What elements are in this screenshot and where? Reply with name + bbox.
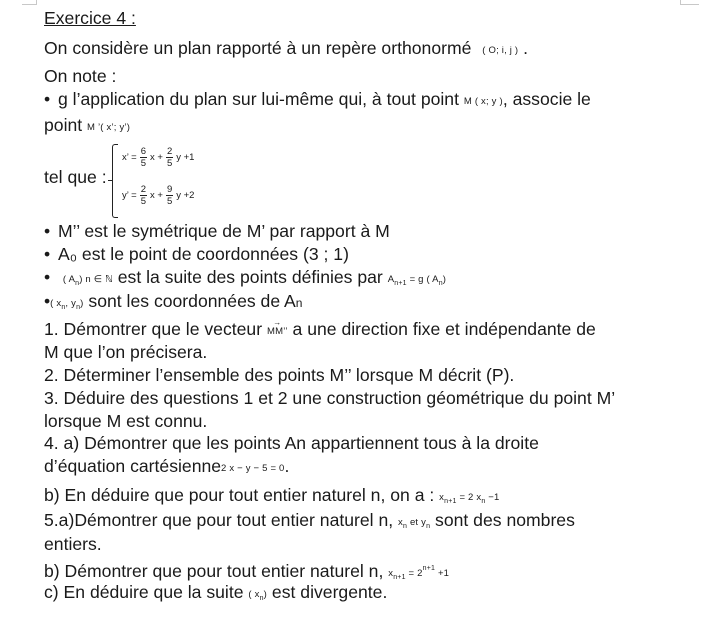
equation-system	[112, 140, 232, 220]
bullet-icon: •	[44, 221, 51, 241]
question-3-line2: lorsque M est connu.	[44, 411, 208, 431]
bullet-icon: •	[44, 89, 51, 109]
bullet-icon: •	[44, 244, 51, 264]
g-definition-line1: • g l’application du plan sur lui-même qui, à tout point M ( x; y ), associe le	[44, 89, 591, 109]
point-m-prime: M ’( x’; y’)	[87, 122, 131, 133]
margin-corner-left	[22, 0, 37, 5]
question-1-line1: 1. Démontrer que le vecteur → MM’’ a une direction fixe et indépendante de	[44, 318, 596, 343]
bullet-coordinates: •( $x_n$, $y_n$) sont les coordonnées de An	[44, 291, 303, 311]
frame-notation: ( O; i, j )	[482, 45, 519, 56]
g-definition-line2: point M ’( x’; y’)	[44, 115, 131, 135]
question-4b: b) En déduire que pour tout entier naturel n, on a : $x_{n+1} = 2$ $x_n -1$	[44, 485, 500, 505]
question-4a-line1: 4. a) Démontrer que les points An appartiennent tous à la droite	[44, 433, 539, 453]
on-note-line: On note :	[44, 66, 117, 86]
question-4a-line2: d’équation cartésienne2 x − y − 5 = 0.	[44, 456, 290, 476]
equation-y: y’ = $\frac{2}{5}$ x + $\frac{9}{5}$ y +2	[122, 184, 195, 207]
bullet-a0: • A₀ est le point de coordonnées (3 ; 1)	[44, 244, 349, 264]
point-m: M ( x; y )	[463, 96, 503, 107]
bullet-symmetric: • M’’ est le symétrique de M’ par rapport à M	[44, 221, 390, 241]
bullet-icon: •	[44, 267, 51, 287]
system-label: tel que :	[44, 167, 107, 187]
question-3-line1: 3. Déduire des questions 1 et 2 une construction géométrique du point M’	[44, 388, 616, 408]
equation-x: x’ = $\frac{6}{5}$ x + $\frac{2}{5}$ y +1	[122, 146, 195, 169]
question-2: 2. Déterminer l’ensemble des points M’’ lorsque M décrit (P).	[44, 365, 515, 385]
brace-icon	[112, 144, 118, 218]
vector-mm: → MM’’	[267, 321, 288, 343]
question-5a-line1: 5.a)Démontrer que pour tout entier naturel n, $x_n$ et $y_n$ sont des nombres	[44, 510, 575, 530]
question-1-line2: M que l’on précisera.	[44, 342, 208, 362]
question-5b: b) Démontrer que pour tout entier naturel n, $x_{n+1} = 2^{n+1} +1$	[44, 561, 450, 581]
exercise-title: Exercice 4 :	[44, 8, 136, 28]
bullet-icon: •	[44, 291, 51, 311]
question-5c: c) En déduire que la suite ( $x_n$) est divergente.	[44, 582, 388, 602]
bullet-sequence: • ( $A_n$) n ∈ ℕ est la suite des points définies par $A_{n+1} = g$ ( $A_n$)	[44, 267, 447, 287]
recurrence-x: $x_{n+1} = 2$ $x_n -1$	[439, 492, 500, 505]
intro-line: On considère un plan rapporté à un repère orthonormé ( O; i, j ) .	[44, 38, 529, 58]
formula-xn: $x_{n+1} = 2^{n+1} +1$	[388, 565, 450, 581]
margin-corner-right	[680, 0, 699, 5]
line-equation: 2 x − y − 5 = 0	[221, 463, 285, 474]
question-5a-line2: entiers.	[44, 534, 102, 554]
